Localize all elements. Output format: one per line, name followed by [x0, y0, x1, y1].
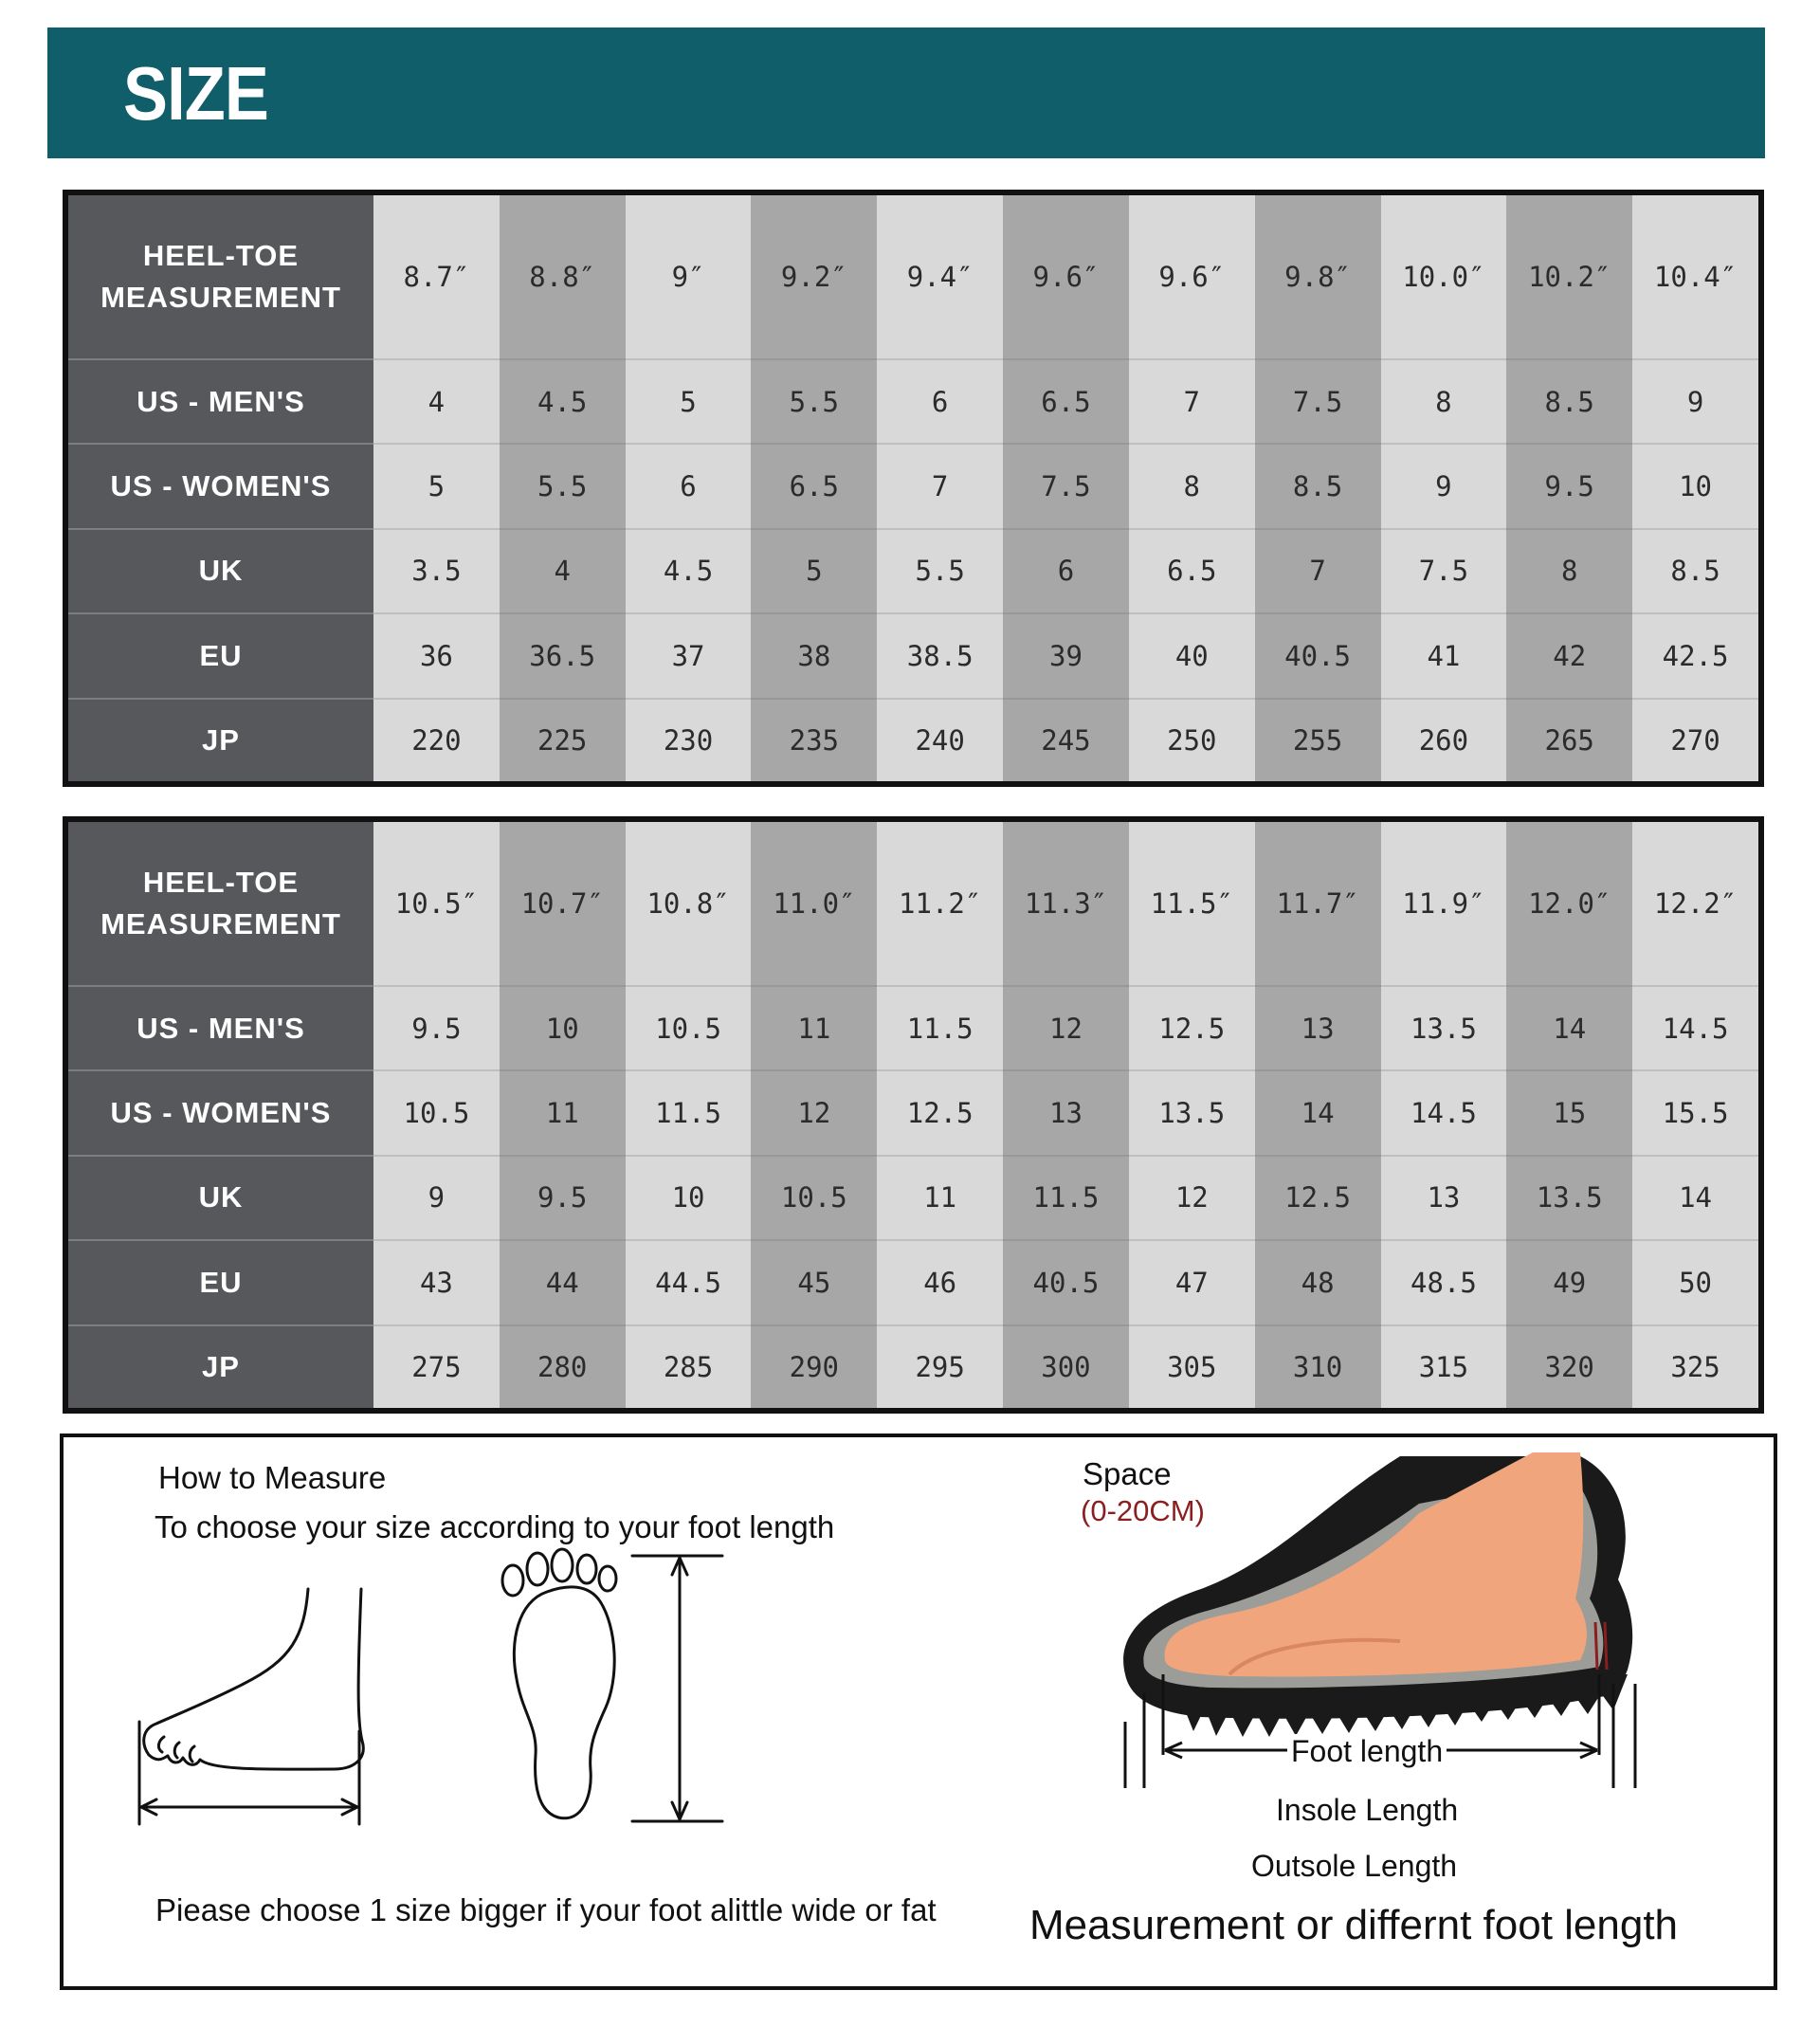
size-cell: 14: [1632, 1156, 1758, 1240]
row-label-line: MEASUREMENT: [100, 906, 341, 940]
size-cell: 12: [751, 1070, 877, 1155]
size-cell: 36: [373, 613, 500, 698]
size-cell: 6: [626, 444, 752, 528]
size-chart-table-2: [63, 816, 1764, 1414]
size-cell: 11.9″: [1381, 822, 1507, 986]
size-cell: 300: [1003, 1325, 1129, 1408]
size-cell: 315: [1381, 1325, 1507, 1408]
size-cell: 12.5: [1255, 1156, 1381, 1240]
size-cell: 320: [1506, 1325, 1632, 1408]
size-cell: 8: [1381, 359, 1507, 444]
size-row: [68, 613, 1758, 698]
size-cell: 7: [1255, 529, 1381, 613]
row-label-line: JP: [202, 722, 240, 757]
size-row: [68, 1325, 1758, 1408]
row-label: [68, 1070, 373, 1155]
size-cell: 4: [500, 529, 626, 613]
size-cell: 10.0″: [1381, 195, 1507, 359]
size-cell: 260: [1381, 699, 1507, 781]
size-cell: 10.5: [626, 986, 752, 1070]
size-cell: 220: [373, 699, 500, 781]
size-row: [68, 1240, 1758, 1324]
size-row: [68, 444, 1758, 528]
size-cell: 10.7″: [500, 822, 626, 986]
row-label-line: UK: [198, 554, 244, 588]
size-up-advice: Piease choose 1 size bigger if your foot alittle wide or fat: [155, 1892, 937, 1927]
row-label: [68, 529, 373, 613]
size-cell: 7.5: [1003, 444, 1129, 528]
size-row: [68, 529, 1758, 613]
row-label: [68, 822, 373, 986]
row-label: [68, 986, 373, 1070]
size-cell: 15: [1506, 1070, 1632, 1155]
size-cell: 5: [373, 444, 500, 528]
size-cell: 6.5: [1129, 529, 1255, 613]
row-label: [68, 613, 373, 698]
size-cell: 40.5: [1255, 613, 1381, 698]
space-range: (0-20CM): [1081, 1494, 1205, 1527]
size-cell: 46: [877, 1240, 1003, 1324]
size-cell: 13.5: [1381, 986, 1507, 1070]
size-cell: 275: [373, 1325, 500, 1408]
row-label: [68, 1325, 373, 1408]
size-row: [68, 359, 1758, 444]
space-label: Space: [1083, 1456, 1172, 1491]
size-cell: 10.2″: [1506, 195, 1632, 359]
size-row: [68, 195, 1758, 359]
row-label-line: HEEL-TOE: [142, 865, 300, 899]
outsole-length-label: Outsole Length: [1247, 1849, 1461, 1884]
row-label: [68, 1156, 373, 1240]
size-cell: 5.5: [751, 359, 877, 444]
size-cell: 325: [1632, 1325, 1758, 1408]
size-cell: 9.4″: [877, 195, 1003, 359]
size-cell: 8.5: [1632, 529, 1758, 613]
size-cell: 9: [373, 1156, 500, 1240]
size-cell: 11.5: [626, 1070, 752, 1155]
size-cell: 39: [1003, 613, 1129, 698]
size-cell: 14: [1255, 1070, 1381, 1155]
size-cell: 12.2″: [1632, 822, 1758, 986]
size-cell: 11.2″: [877, 822, 1003, 986]
size-row: [68, 699, 1758, 781]
size-cell: 13.5: [1129, 1070, 1255, 1155]
size-cell: 13: [1003, 1070, 1129, 1155]
page-title: SIZE: [123, 51, 268, 136]
size-cell: 8: [1506, 529, 1632, 613]
size-cell: 14: [1506, 986, 1632, 1070]
foot-sole-outline-icon: [490, 1546, 774, 1831]
row-label-line: US - WOMEN'S: [110, 469, 332, 503]
size-cell: 10.8″: [626, 822, 752, 986]
size-cell: 11.5: [877, 986, 1003, 1070]
size-cell: 285: [626, 1325, 752, 1408]
size-cell: 14.5: [1632, 986, 1758, 1070]
size-cell: 7: [877, 444, 1003, 528]
size-cell: 10.5: [751, 1156, 877, 1240]
size-cell: 4.5: [500, 359, 626, 444]
size-cell: 9.6″: [1003, 195, 1129, 359]
size-cell: 270: [1632, 699, 1758, 781]
size-cell: 6.5: [751, 444, 877, 528]
size-cell: 6: [877, 359, 1003, 444]
size-cell: 9.2″: [751, 195, 877, 359]
size-chart-table-1: [63, 190, 1764, 787]
size-cell: 250: [1129, 699, 1255, 781]
size-cell: 40: [1129, 613, 1255, 698]
size-cell: 8.8″: [500, 195, 626, 359]
size-cell: 240: [877, 699, 1003, 781]
size-cell: 48: [1255, 1240, 1381, 1324]
size-cell: 38.5: [877, 613, 1003, 698]
size-cell: 48.5: [1381, 1240, 1507, 1324]
row-label-line: US - MEN'S: [136, 384, 305, 418]
size-cell: 43: [373, 1240, 500, 1324]
size-cell: 12.5: [1129, 986, 1255, 1070]
size-row: [68, 1156, 1758, 1240]
row-label-line: EU: [199, 1265, 243, 1299]
size-cell: 5.5: [877, 529, 1003, 613]
size-cell: 10: [626, 1156, 752, 1240]
size-cell: 7.5: [1255, 359, 1381, 444]
size-cell: 12.5: [877, 1070, 1003, 1155]
size-cell: 36.5: [500, 613, 626, 698]
size-cell: 13: [1381, 1156, 1507, 1240]
size-cell: 310: [1255, 1325, 1381, 1408]
size-cell: 11: [500, 1070, 626, 1155]
size-cell: 11.7″: [1255, 822, 1381, 986]
size-cell: 8.5: [1506, 359, 1632, 444]
row-label-line: US - WOMEN'S: [110, 1096, 332, 1130]
row-label-line: UK: [198, 1180, 244, 1214]
size-cell: 255: [1255, 699, 1381, 781]
size-cell: 9.8″: [1255, 195, 1381, 359]
size-cell: 4: [373, 359, 500, 444]
size-row: [68, 986, 1758, 1070]
size-cell: 44.5: [626, 1240, 752, 1324]
size-cell: 295: [877, 1325, 1003, 1408]
size-cell: 225: [500, 699, 626, 781]
size-cell: 44: [500, 1240, 626, 1324]
size-cell: 5: [626, 359, 752, 444]
row-label: [68, 444, 373, 528]
size-cell: 10.5: [373, 1070, 500, 1155]
size-cell: 10.5″: [373, 822, 500, 986]
size-cell: 10.4″: [1632, 195, 1758, 359]
size-cell: 42.5: [1632, 613, 1758, 698]
row-label-line: EU: [199, 638, 243, 672]
size-cell: 10: [1632, 444, 1758, 528]
size-cell: 265: [1506, 699, 1632, 781]
size-cell: 11: [751, 986, 877, 1070]
size-cell: 11.0″: [751, 822, 877, 986]
size-cell: 11.3″: [1003, 822, 1129, 986]
size-cell: 40.5: [1003, 1240, 1129, 1324]
row-label: [68, 699, 373, 781]
foot-side-outline-icon: [130, 1570, 443, 1845]
size-cell: 11: [877, 1156, 1003, 1240]
how-to-measure-panel: [60, 1434, 1777, 1990]
size-row: [68, 822, 1758, 986]
size-cell: 9.5: [1506, 444, 1632, 528]
size-cell: 13.5: [1506, 1156, 1632, 1240]
size-cell: 5.5: [500, 444, 626, 528]
row-label-line: US - MEN'S: [136, 1011, 305, 1045]
size-cell: 50: [1632, 1240, 1758, 1324]
size-cell: 4.5: [626, 529, 752, 613]
how-to-measure-subtitle: To choose your size according to your foot length: [155, 1509, 835, 1544]
foot-length-label: Foot length: [1287, 1734, 1447, 1769]
measurement-caption: Measurement or differnt foot length: [1029, 1902, 1679, 1948]
size-cell: 9″: [626, 195, 752, 359]
size-row: [68, 1070, 1758, 1155]
size-cell: 9: [1632, 359, 1758, 444]
size-cell: 9: [1381, 444, 1507, 528]
size-cell: 45: [751, 1240, 877, 1324]
size-cell: 8: [1129, 444, 1255, 528]
size-cell: 37: [626, 613, 752, 698]
size-cell: 47: [1129, 1240, 1255, 1324]
size-cell: 8.5: [1255, 444, 1381, 528]
row-label-line: HEEL-TOE: [142, 238, 300, 272]
size-cell: 7: [1129, 359, 1255, 444]
size-cell: 9.5: [373, 986, 500, 1070]
how-to-measure-title: How to Measure: [158, 1460, 387, 1495]
size-cell: 10: [500, 986, 626, 1070]
size-cell: 12.0″: [1506, 822, 1632, 986]
size-cell: 290: [751, 1325, 877, 1408]
insole-length-label: Insole Length: [1272, 1793, 1462, 1828]
size-cell: 11.5: [1003, 1156, 1129, 1240]
size-cell: 245: [1003, 699, 1129, 781]
row-label: [68, 195, 373, 359]
size-cell: 3.5: [373, 529, 500, 613]
size-cell: 49: [1506, 1240, 1632, 1324]
row-label-line: JP: [202, 1349, 240, 1383]
size-cell: 230: [626, 699, 752, 781]
size-cell: 9.6″: [1129, 195, 1255, 359]
size-cell: 6.5: [1003, 359, 1129, 444]
size-cell: 14.5: [1381, 1070, 1507, 1155]
size-cell: 6: [1003, 529, 1129, 613]
size-cell: 8.7″: [373, 195, 500, 359]
size-cell: 280: [500, 1325, 626, 1408]
size-cell: 13: [1255, 986, 1381, 1070]
size-cell: 41: [1381, 613, 1507, 698]
size-cell: 15.5: [1632, 1070, 1758, 1155]
size-cell: 235: [751, 699, 877, 781]
row-label: [68, 1240, 373, 1324]
size-cell: 5: [751, 529, 877, 613]
size-cell: 305: [1129, 1325, 1255, 1408]
row-label-line: MEASUREMENT: [100, 280, 341, 314]
size-header-banner: [47, 27, 1765, 158]
row-label: [68, 359, 373, 444]
size-cell: 42: [1506, 613, 1632, 698]
size-cell: 7.5: [1381, 529, 1507, 613]
size-cell: 9.5: [500, 1156, 626, 1240]
size-cell: 11.5″: [1129, 822, 1255, 986]
size-cell: 12: [1129, 1156, 1255, 1240]
size-cell: 12: [1003, 986, 1129, 1070]
size-cell: 38: [751, 613, 877, 698]
